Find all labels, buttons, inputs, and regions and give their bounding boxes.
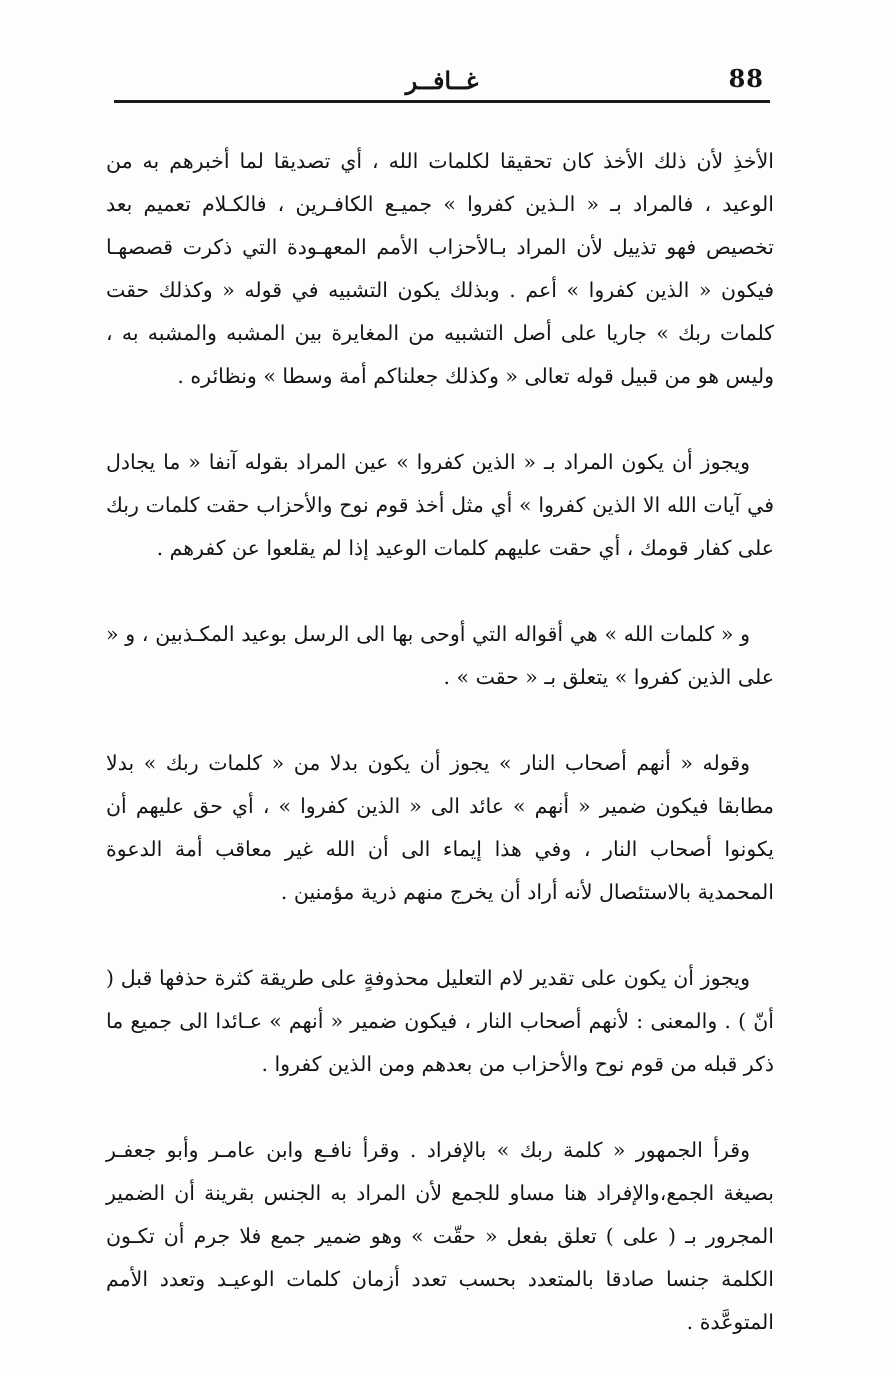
page-header: [112, 62, 772, 102]
paragraph: الأخذِ لأن ذلك الأخذ كان تحقيقا لكلمات الله ، أي تصديقا لما أخبرهم به من الوعيد ، فالمراد بـ « الـذين كفروا » جميـع الكافـرين ، فالكـلام تعميم بعد تخصيص فهو تذييل لأن المراد بـالأحزاب الأمم المعهـودة التي ذكرت قصصهـا فيكون « الذين كفروا » أعم . وبذلك يكون التشبيه في قوله « وكذلك حقت كلمات ربك » جاريا على أصل التشبيه من المغايرة بين المشبه والمشبه به ، وليس هو من قبيل قوله تعالى « وكذلك جعلناكم أمة وسطا » ونظائره .: [106, 149, 774, 388]
page-body: [106, 140, 774, 1344]
paragraph: ويجوز أن يكون المراد بـ « الذين كفروا » عين المراد بقوله آنفا « ما يجادل في آيات الله الا الذين كفروا » أي مثل أخذ قوم نوح والأحزاب حقت كلمات ربك على كفار قومك ، أي حقت عليهم كلمات الوعيد إذا لم يقلعوا عن كفرهم .: [106, 450, 774, 560]
header-rule: [114, 100, 770, 103]
paragraph: وقوله « أنهم أصحاب النار » يجوز أن يكون بدلا من « كلمات ربك » بدلا مطابقا فيكون ضمير « أنهم » عائد الى « الذين كفروا » ، أي حق عليهم أن يكونوا أصحاب النار ، وفي هذا إيماء الى أن الله غير معاقب أمة الدعوة المحمدية بالاستئصال لأنه أراد أن يخرج منهم ذرية مؤمنين .: [106, 751, 774, 904]
page-number: 88: [728, 64, 764, 93]
paragraph: ويجوز أن يكون على تقدير لام التعليل محذوفةٍ على طريقة كثرة حذفها قبل ( أنّ ) . والمعنى : لأنهم أصحاب النار ، فيكون ضمير « أنهم » عـائدا الى جميع ما ذكر قبله من قوم نوح والأحزاب من بعدهم ومن الذين كفروا .: [106, 966, 774, 1076]
paragraph: و « كلمات الله » هي أقواله التي أوحى بها الى الرسل بوعيد المكـذبين ، و « على الذين كفروا » يتعلق بـ « حقت » .: [106, 622, 774, 689]
paragraph: وقرأ الجمهور « كلمة ربك » بالإفراد . وقرأ نافـع وابن عامـر وأبو جعفـر بصيغة الجمع،والإفراد هنا مساو للجمع لأن المراد به الجنس بقرينة أن الضمير المجرور بـ ( على ) تعلق بفعل « حقّت » وهو ضمير جمع فلا جرم أن تكـون الكلمة جنسا صادقا بالمتعدد بحسب تعدد أزمان كلمات الوعيـد وتعدد الأمم المتوعَّدة .: [106, 1138, 774, 1334]
running-title: غــافــر: [405, 66, 479, 95]
